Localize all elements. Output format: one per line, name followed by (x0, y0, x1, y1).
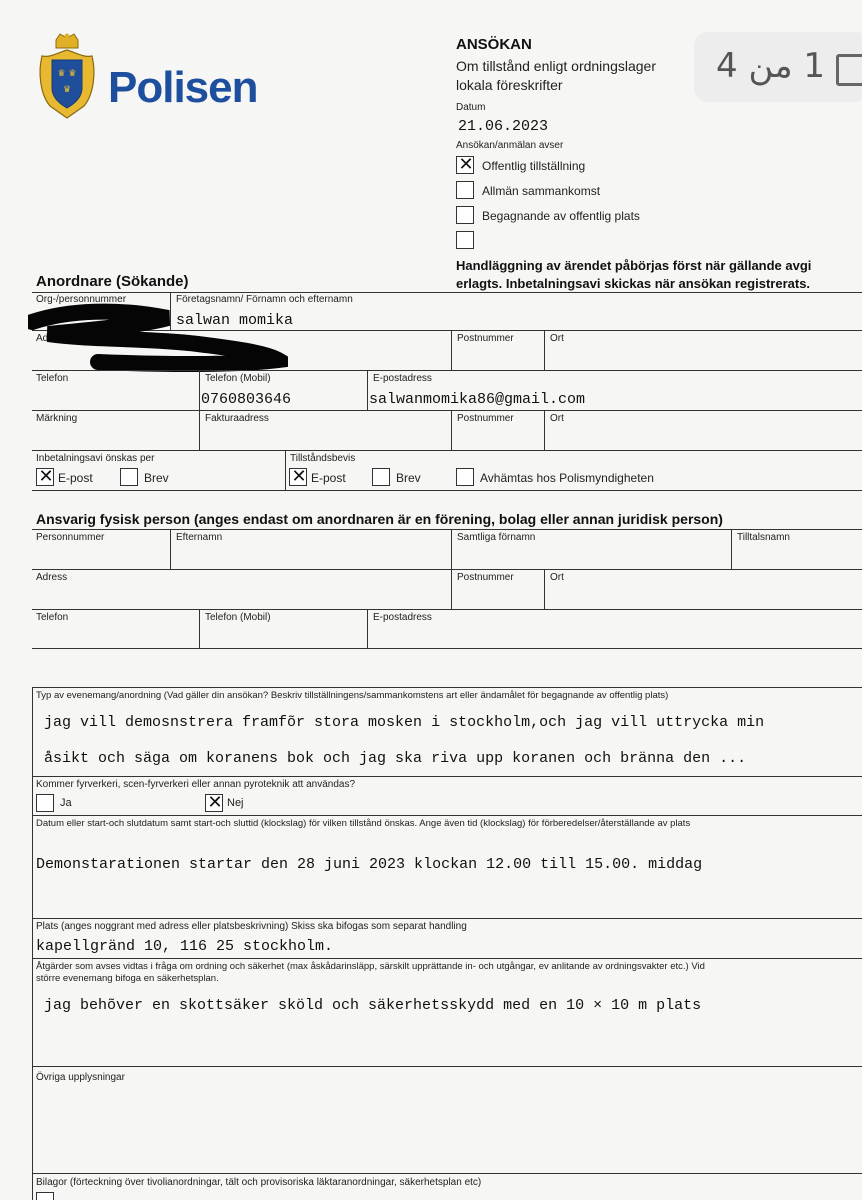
divider (544, 330, 545, 370)
ovriga-label: Övriga upplysningar (36, 1072, 125, 1083)
bevis-epost-label: E-post (311, 471, 346, 485)
bilagor-checkbox[interactable] (36, 1192, 54, 1200)
fornamn-label: Samtliga förnamn (457, 532, 536, 543)
divider (731, 529, 732, 569)
divider (32, 490, 862, 491)
divider (32, 815, 862, 816)
divider (451, 330, 452, 370)
bevis-brev-checkbox[interactable] (372, 468, 390, 486)
divider (170, 529, 171, 569)
divider (32, 450, 862, 451)
divider (451, 529, 452, 569)
bevis-brev-label: Brev (396, 471, 421, 485)
form-subtitle-line1: Om tillstånd enligt ordningslager (456, 58, 656, 74)
divider (285, 450, 286, 490)
divider (32, 569, 862, 570)
form-subtitle-line2: lokala föreskrifter (456, 77, 563, 93)
typ-label: Typ av evenemang/anordning (Vad gäller din ansökan? Beskriv tillställningens/sammankomstens art eller ändamålet för begagnande av offentlig plats) (36, 690, 669, 701)
telefon-label: Telefon (36, 373, 69, 384)
faktura-label: Fakturaadress (205, 413, 269, 424)
typ-line2: åsikt och säga om koranens bok och jag ska riva upp koranen och bränna den ... (44, 750, 747, 767)
org-label: Org-/personnummer (36, 294, 127, 305)
divider (199, 609, 200, 649)
divider (32, 609, 862, 610)
x-mark-icon: ✕ (291, 466, 307, 487)
redaction-mark (28, 300, 288, 376)
divider (199, 370, 200, 410)
adress-label: Adress (36, 333, 68, 344)
divider (367, 370, 368, 410)
avser-label: Ansökan/anmälan avser (456, 140, 564, 151)
plats-label: Plats (anges noggrant med adress eller platsbeskrivning) Skiss ska bifogas som separat handling (36, 921, 467, 932)
divider (32, 687, 862, 688)
divider (32, 918, 862, 919)
divider (32, 1173, 862, 1174)
divider (367, 609, 368, 649)
svg-text:♛: ♛ (62, 85, 72, 95)
epost-value: salwanmomika86@gmail.com (369, 391, 586, 408)
x-mark-icon: ✕ (207, 792, 223, 813)
fyr-label: Kommer fyrverkeri, scen-fyrverkeri eller annan pyroteknik att användas? (36, 779, 356, 790)
ansvarig-ort-label: Ort (550, 572, 564, 583)
avi-epost-label: E-post (58, 471, 93, 485)
divider (32, 648, 862, 649)
ansvarig-adress-label: Adress (36, 572, 68, 583)
mobil-label: Telefon (Mobil) (205, 373, 271, 384)
ansvarig-telefon-label: Telefon (36, 612, 69, 623)
tilltal-label: Tilltalsnamn (737, 532, 790, 543)
divider (32, 292, 862, 293)
date-value: 21.06.2023 (458, 118, 549, 135)
page-badge (694, 32, 862, 102)
divider (32, 1066, 862, 1067)
avi-label: Inbetalningsavi önskas per (36, 453, 155, 464)
atgarder-value: jag behõver en skottsäker sköld och säkerhetsskydd med en 10 × 10 m plats (44, 997, 702, 1014)
fyr-nej-checkbox[interactable] (205, 794, 223, 812)
ansvarig-epost-label: E-postadress (373, 612, 432, 623)
fyr-nej-label: Nej (227, 797, 244, 809)
divider (32, 776, 862, 777)
avser-checkbox-1[interactable] (456, 156, 474, 174)
datum-value: Demonstarationen startar den 28 juni 2023 klockan 12.00 till 15.00. middag (36, 856, 703, 873)
divider (544, 410, 545, 450)
ansvarig-mobil-label: Telefon (Mobil) (205, 612, 271, 623)
bevis-hamtas-checkbox[interactable] (456, 468, 474, 486)
plats-value: kapellgränd 10, 116 25 stockholm. (36, 938, 334, 955)
logo-text: Polisen (108, 63, 258, 112)
bevis-label: Tillståndsbevis (290, 453, 356, 464)
square-icon (836, 54, 862, 86)
name-value: salwan momika (176, 312, 294, 329)
avi-brev-label: Brev (144, 471, 169, 485)
avser-option-1: Offentlig tillställning (482, 159, 586, 173)
ort-label: Ort (550, 333, 564, 344)
avser-checkbox-2[interactable] (456, 181, 474, 199)
police-emblem-icon (34, 32, 100, 122)
fyr-ja-checkbox[interactable] (36, 794, 54, 812)
bevis-epost-checkbox[interactable] (289, 468, 307, 486)
divider (451, 410, 452, 450)
epost-label: E-postadress (373, 373, 432, 384)
notice-line2: erlagts. Inbetalningsavi skickas när ansökan registrerats. (456, 276, 811, 291)
ansvarig-section-title: Ansvarig fysisk person (anges endast om anordnaren är en förening, bolag eller annan juridisk person) (36, 511, 723, 527)
avser-checkbox-4[interactable] (456, 231, 474, 249)
date-label: Datum (456, 102, 486, 113)
divider (199, 410, 200, 450)
divider (451, 569, 452, 609)
personnummer-label: Personnummer (36, 532, 105, 543)
name-label: Företagsnamn/ Förnamn och efternamn (176, 294, 353, 305)
avi-epost-checkbox[interactable] (36, 468, 54, 486)
divider (32, 958, 862, 959)
avser-option-3: Begagnande av offentlig plats (482, 209, 640, 223)
ort2-label: Ort (550, 413, 564, 424)
notice-line1: Handläggning av ärendet påbörjas först när gällande avgi (456, 258, 812, 273)
avser-checkbox-3[interactable] (456, 206, 474, 224)
x-mark-icon: ✕ (38, 466, 54, 487)
bevis-hamtas-label: Avhämtas hos Polismyndigheten (480, 471, 654, 485)
ansvarig-postnummer-label: Postnummer (457, 572, 514, 583)
divider (32, 370, 862, 371)
divider (32, 529, 862, 530)
efternamn-label: Efternamn (176, 532, 223, 543)
divider (32, 410, 862, 411)
markning-label: Märkning (36, 413, 78, 424)
anordnare-section-title: Anordnare (Sökande) (36, 273, 189, 290)
divider (32, 687, 33, 1200)
postnummer2-label: Postnummer (457, 413, 514, 424)
form-title: ANSÖKAN (456, 36, 532, 53)
avi-brev-checkbox[interactable] (120, 468, 138, 486)
fyr-ja-label: Ja (60, 797, 72, 809)
avser-option-2: Allmän sammankomst (482, 184, 601, 198)
datum-label: Datum eller start-och slutdatum samt start-och sluttid (klockslag) för vilken tillstånd önskas. Ange även tid (klockslag) för förberedelser/återställande av plats (36, 818, 691, 829)
typ-line1: jag vill demosnstrera framfõr stora mosken i stockholm,och jag vill uttrycka min (44, 714, 765, 731)
bilagor-label: Bilagor (förteckning över tivolianordningar, tält och provisoriska läktaranordningar, säkerhetsplan etc) (36, 1177, 482, 1188)
postnummer-label: Postnummer (457, 333, 514, 344)
divider (544, 569, 545, 609)
svg-text:♛ ♛: ♛ ♛ (57, 69, 77, 79)
page-badge-text: 1 من 4 (716, 46, 825, 86)
atgarder-label-line1: Åtgärder som avses vidtas i fråga om ordning och säkerhet (max åskådarinsläpp, särskilt upprättande in- och utgångar, ev anlitande av ordningsvakter etc.) Vid (36, 961, 705, 972)
atgarder-label-line2: större evenemang bifoga en säkerhetsplan. (36, 973, 219, 984)
mobil-value: 0760803646 (201, 391, 292, 408)
x-mark-icon: ✕ (458, 154, 474, 175)
